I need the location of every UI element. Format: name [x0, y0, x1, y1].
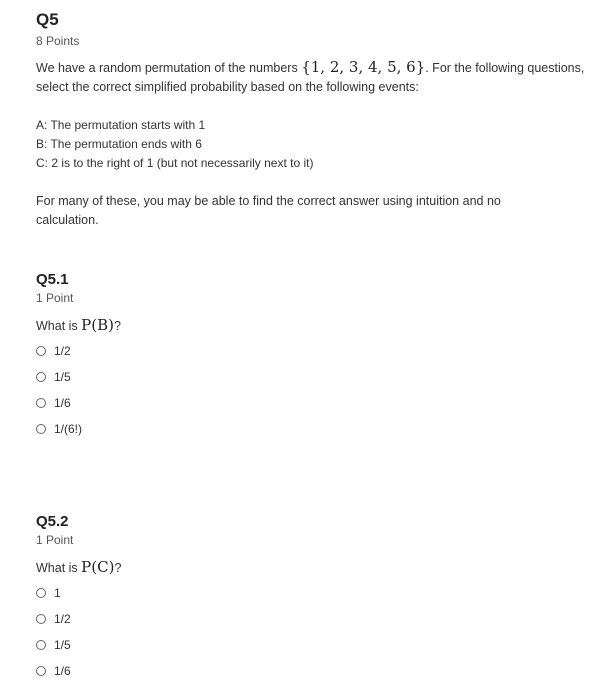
- q5-note-line1: For many of these, you may be able to find the correct answer using intuition and no: [36, 194, 501, 208]
- q5-1-option-4[interactable]: [36, 421, 82, 437]
- q5-1-prompt-pre: What is: [36, 319, 82, 333]
- q5-intro-post: . For the following questions,: [425, 61, 585, 75]
- q5-1-option-label: 1/5: [54, 370, 71, 384]
- q5-2-option-label: 1: [54, 586, 61, 600]
- q5-1-prompt-post: ?: [113, 319, 121, 333]
- radio-icon[interactable]: [36, 666, 46, 676]
- q5-1-title: Q5.1: [36, 271, 69, 288]
- radio-icon[interactable]: [36, 398, 46, 408]
- q5-intro-line1: [36, 58, 596, 78]
- q5-note: [36, 192, 596, 230]
- radio-icon[interactable]: [36, 346, 46, 356]
- radio-icon[interactable]: [36, 372, 46, 382]
- q5-1-option-3[interactable]: [36, 395, 71, 411]
- q5-intro-pre: We have a random permutation of the numbers: [36, 61, 302, 75]
- q5-2-prompt-math: P(C): [81, 558, 115, 576]
- q5-1-option-1[interactable]: [36, 343, 71, 359]
- q5-1-option-label: 1/(6!): [54, 422, 83, 436]
- q5-1-points: 1 Point: [36, 291, 74, 305]
- q5-2-title: Q5.2: [36, 513, 69, 530]
- q5-1-header: [36, 270, 73, 306]
- event-b: B: The permutation ends with 6: [36, 137, 202, 151]
- q5-2-prompt-post: ?: [114, 561, 122, 575]
- event-a: A: The permutation starts with 1: [36, 118, 206, 132]
- q5-intro: [36, 58, 596, 97]
- q5-2-option-label: 1/5: [54, 638, 71, 652]
- q5-2-prompt-pre: What is: [36, 561, 82, 575]
- q5-events: [36, 116, 313, 173]
- q5-points: 8 Points: [36, 34, 80, 48]
- q5-1-prompt: [36, 316, 121, 336]
- q5-2-points: 1 Point: [36, 533, 74, 547]
- q5-1-prompt-math: P(B): [81, 316, 114, 334]
- q5-2-option-label: 1/6: [54, 664, 71, 678]
- radio-icon[interactable]: [36, 614, 46, 624]
- q5-title: Q5: [36, 10, 59, 29]
- q5-2-option-4[interactable]: [36, 663, 71, 679]
- q5-2-header: [36, 512, 73, 548]
- q5-2-option-2[interactable]: [36, 611, 71, 627]
- q5-2-option-1[interactable]: [36, 585, 61, 601]
- q5-1-option-label: 1/2: [54, 344, 71, 358]
- q5-note-line2: calculation.: [36, 213, 99, 227]
- q5-intro-line2: select the correct simplified probability based on the following events:: [36, 80, 419, 94]
- event-c: C: 2 is to the right of 1 (but not necessarily next to it): [36, 156, 314, 170]
- radio-icon[interactable]: [36, 588, 46, 598]
- radio-icon[interactable]: [36, 424, 46, 434]
- q5-2-option-3[interactable]: [36, 637, 71, 653]
- q5-1-option-2[interactable]: [36, 369, 71, 385]
- q5-1-option-label: 1/6: [54, 396, 71, 410]
- q5-header: [36, 10, 79, 49]
- radio-icon[interactable]: [36, 640, 46, 650]
- q5-2-prompt: [36, 558, 121, 578]
- q5-intro-set: {1, 2, 3, 4, 5, 6}: [301, 58, 426, 76]
- q5-2-option-label: 1/2: [54, 612, 71, 626]
